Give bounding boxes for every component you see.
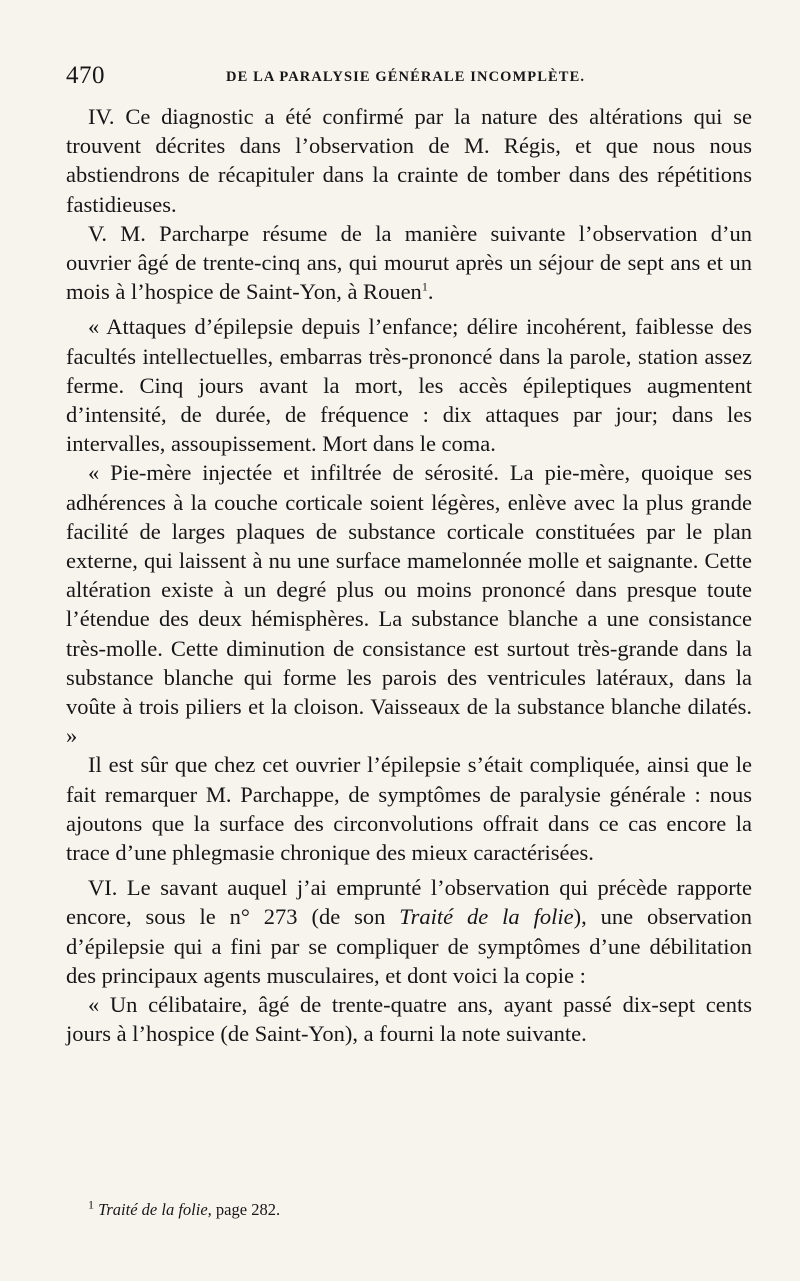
- paragraph-iv: [66, 102, 752, 219]
- paragraph-text: « Pie-mère injectée et infiltrée de sérosité. La pie-mère, quoique ses adhérences à la couche corticale soient légères, enlève avec la plus grande facilité de larges plaques de substance corticale constituées par le plan externe, qui laissent à nu une surface mamelonnée molle et saignante. Cette altération existe à un degré plus ou moins prononcé dans presque toute l’étendue des deux hémisphères. La substance blanche a une consistance très-molle. Cette diminution de consistance est surtout très-grande dans la substance blanche qui forme les parois des ventricules latéraux, dans la voûte à trois piliers et la cloison. Vaisseaux de la substance blanche dilatés. »: [66, 460, 752, 749]
- paragraph-vi: [66, 873, 752, 990]
- paragraph-text: « Un célibataire, âgé de trente-quatre ans, ayant passé dix-sept cents jours à l’hospice (de Saint-Yon), a fourni la note suivante.: [66, 992, 752, 1047]
- paragraph-text: VI. Le savant auquel j’ai emprunté l’observation qui précède rapporte encore, sous le n° 273 (de son: [66, 875, 752, 930]
- book-title-italic: Traité de la folie: [399, 904, 574, 930]
- footnote-mark: 1: [88, 1197, 94, 1212]
- paragraph-v: [66, 219, 752, 307]
- footnote: [88, 1199, 280, 1221]
- paragraph-remark: [66, 750, 752, 867]
- page-number: 470: [66, 62, 105, 89]
- quote-celibataire: [66, 990, 752, 1048]
- paragraph-text: Il est sûr que chez cet ouvrier l’épilepsie s’était compliquée, ainsi que le fait remarquer M. Parchappe, de symptômes de paralysie générale : nous ajoutons que la surface des circonvolutions offrait dans ce cas encore la trace d’une phlegmasie chronique des mieux caractérisées.: [66, 752, 752, 866]
- paragraph-text: « Attaques d’épilepsie depuis l’enfance; délire incohérent, faiblesse des facultés intellectuelles, embarras très-prononcé dans la parole, station assez ferme. Cinq jours avant la mort, les accès épileptiques augmentent d’intensité, de durée, de fréquence : dix attaques par jour; dans les intervalles, assoupissement. Mort dans le coma.: [66, 314, 752, 457]
- paragraph-text: IV. Ce diagnostic a été confirmé par la nature des altérations qui se trouvent décrites dans l’observation de M. Régis, et que nous nous abstiendrons de récapituler dans la crainte de tomber dans des répétitions fastidieuses.: [66, 104, 752, 217]
- page-header: [66, 62, 754, 92]
- quote-attacks: [66, 312, 752, 458]
- footnote-reference[interactable]: 1: [421, 279, 428, 294]
- paragraph-text: V. M. Parcharpe résume de la manière suivante l’observation d’un ouvrier âgé de trente-cinq ans, qui mourut après un séjour de sept ans et un mois à l’hospice de Saint-Yon, à Rouen: [66, 220, 752, 305]
- running-title: DE LA PARALYSIE GÉNÉRALE INCOMPLÈTE.: [226, 69, 586, 85]
- paragraph-text: ), une observation d’épilepsie qui a fini par se compliquer de symptômes d’une débilitation des principaux agents musculaires, et dont voici la copie :: [66, 904, 753, 988]
- footnote-title: Traité de la folie,: [98, 1200, 212, 1219]
- body-text: [66, 98, 752, 1049]
- quote-autopsy: [66, 458, 752, 750]
- footnote-page: page 282.: [211, 1200, 281, 1219]
- paragraph-tail: .: [427, 279, 434, 305]
